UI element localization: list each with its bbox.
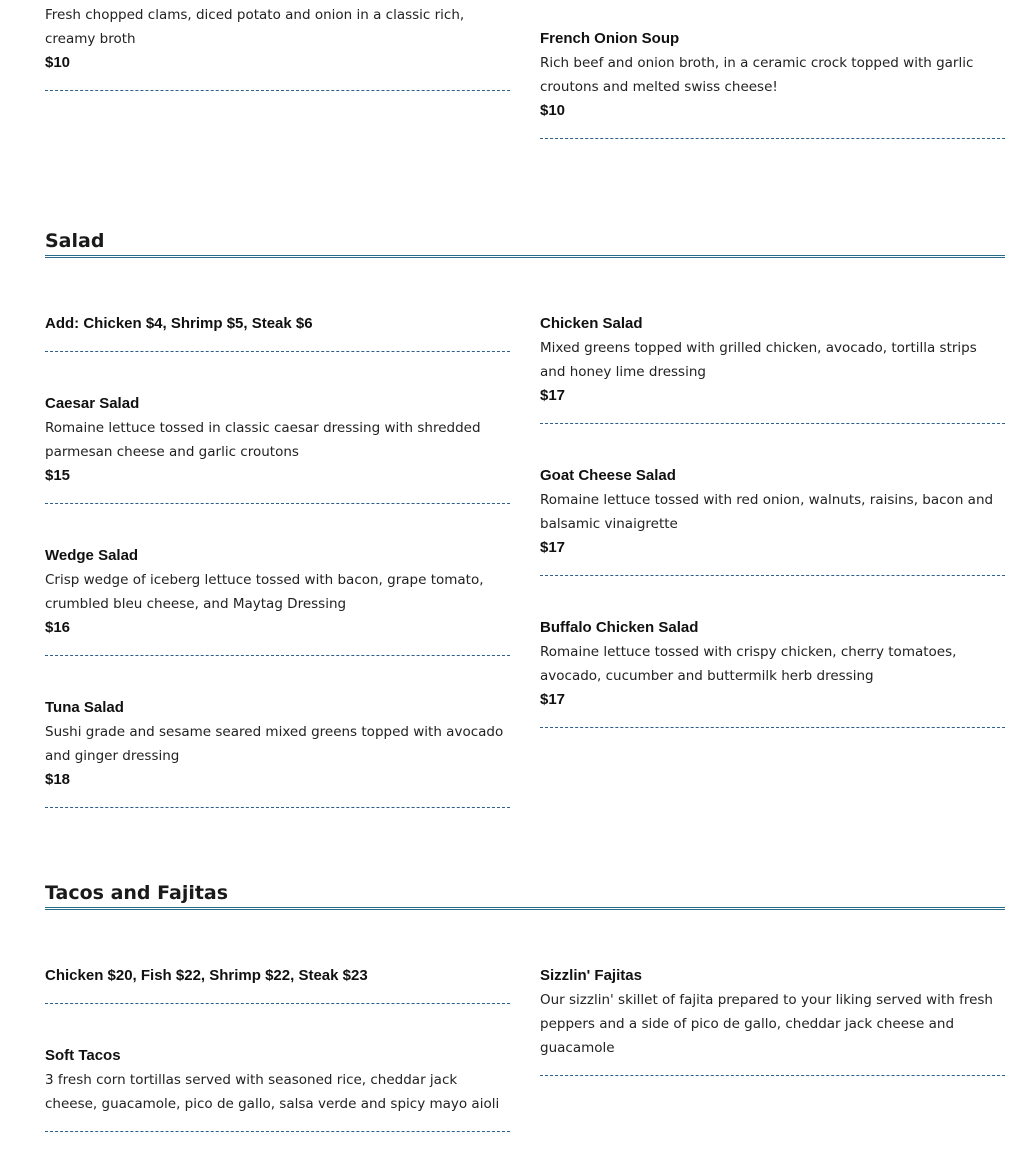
item-title: Buffalo Chicken Salad: [540, 619, 699, 636]
item-price: $16: [45, 619, 71, 636]
item-title: Chicken $20, Fish $22, Shrimp $22, Steak $23: [45, 967, 368, 984]
menu-item-sizzlin-fajitas: [540, 964, 1005, 1076]
tacos-columns: [45, 964, 1005, 1172]
item-title: Chicken Salad: [540, 315, 643, 332]
item-title: Caesar Salad: [45, 395, 140, 412]
menu-item-soft-tacos: [45, 1044, 510, 1132]
item-title: Goat Cheese Salad: [540, 467, 676, 484]
item-price: $17: [540, 387, 566, 404]
item-price: $17: [540, 539, 566, 556]
menu-item-salad-addons: [45, 312, 510, 352]
section-heading: Salad: [45, 228, 1005, 258]
item-description: Fresh chopped clams, diced potato and onion in a classic rich, creamy broth: [45, 7, 465, 47]
menu-item-tuna-salad: [45, 696, 510, 808]
tacos-left-column: [45, 964, 510, 1172]
menu-page: [45, 0, 1005, 1112]
item-price: $15: [45, 467, 71, 484]
item-description: Sushi grade and sesame seared mixed greens topped with avocado and ginger dressing: [45, 724, 504, 764]
item-description: Romaine lettuce tossed in classic caesar dressing with shredded parmesan cheese and garlic croutons: [45, 420, 481, 460]
item-title: Soft Tacos: [45, 1047, 121, 1064]
item-description: Romaine lettuce tossed with crispy chicken, cherry tomatoes, avocado, cucumber and buttermilk herb dressing: [540, 644, 957, 684]
item-description: Mixed greens topped with grilled chicken, avocado, tortilla strips and honey lime dressing: [540, 340, 977, 380]
item-price: $18: [45, 771, 71, 788]
menu-item-taco-protein-prices: [45, 964, 510, 1004]
section-heading: Tacos and Fajitas: [45, 880, 1005, 910]
salad-right-column: [540, 312, 1005, 768]
item-price: $10: [45, 54, 71, 71]
menu-item-clam-chowder: [45, 3, 510, 91]
item-description: Rich beef and onion broth, in a ceramic crock topped with garlic croutons and melted swiss cheese!: [540, 55, 974, 95]
item-description: 3 fresh corn tortillas served with seasoned rice, cheddar jack cheese, guacamole, pico de gallo, salsa verde and spicy mayo aioli: [45, 1072, 500, 1112]
item-title: Tuna Salad: [45, 699, 124, 716]
item-title: Wedge Salad: [45, 547, 139, 564]
tacos-right-column: [540, 964, 1005, 1116]
item-price: $17: [540, 691, 566, 708]
soup-section-partial: [45, 0, 1005, 180]
salad-left-column: [45, 312, 510, 848]
item-title: Sizzlin' Fajitas: [540, 967, 642, 984]
menu-item-chicken-salad: [540, 312, 1005, 424]
menu-item-french-onion-soup: [540, 27, 1005, 139]
menu-item-goat-cheese-salad: [540, 464, 1005, 576]
menu-item-wedge-salad: [45, 544, 510, 656]
tacos-fajitas-section: [45, 880, 1005, 1172]
item-price: $10: [540, 102, 566, 119]
salad-columns: [45, 312, 1005, 848]
item-description: Crisp wedge of iceberg lettuce tossed with bacon, grape tomato, crumbled bleu cheese, and Maytag Dressing: [45, 572, 484, 612]
menu-item-caesar-salad: [45, 392, 510, 504]
item-description: Romaine lettuce tossed with red onion, walnuts, raisins, bacon and balsamic vinaigrette: [540, 492, 994, 532]
item-description: Our sizzlin' skillet of fajita prepared to your liking served with fresh peppers and a side of pico de gallo, cheddar jack cheese and guacamole: [540, 992, 993, 1056]
item-title: French Onion Soup: [540, 30, 680, 47]
menu-item-buffalo-chicken-salad: [540, 616, 1005, 728]
salad-section: [45, 228, 1005, 848]
item-title: Add: Chicken $4, Shrimp $5, Steak $6: [45, 315, 313, 332]
